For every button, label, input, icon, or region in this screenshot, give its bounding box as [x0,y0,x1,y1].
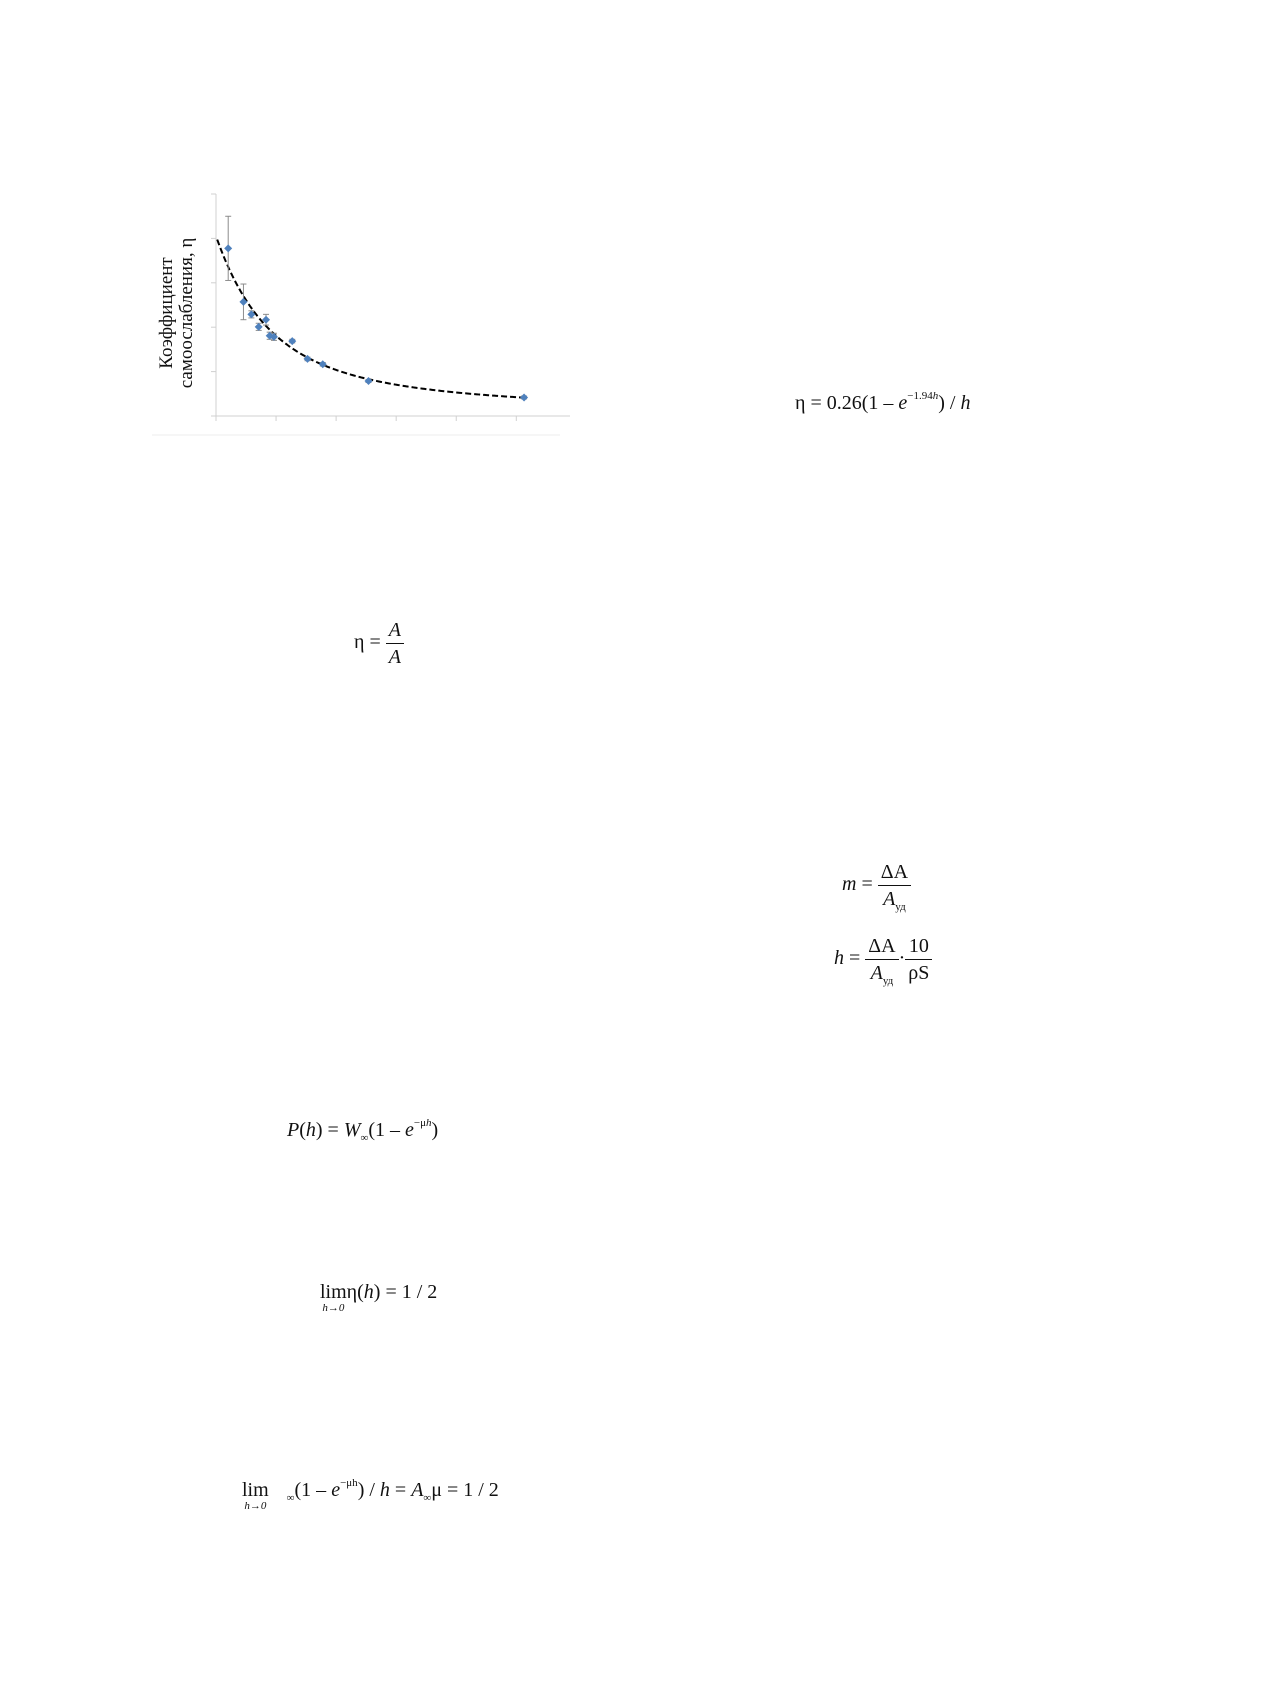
limit-eta-under: h→0 [322,1302,345,1314]
power-exp-var: h [426,1117,432,1129]
eta-fit-lhs: η = 0.26(1 – [795,392,899,414]
eta-ratio-den: A [388,646,401,668]
y-axis-label-line2: самоослабления, η [176,237,197,389]
eta-ratio-lhs: η = [354,631,381,654]
eta-fit-exp [907,390,938,402]
power-h: h [305,1119,316,1141]
limit-full-under: h→0 [244,1500,267,1512]
formula-limit-full [242,1477,499,1512]
limit-full-h: h [379,1479,390,1501]
limit-eta-lim: lim [320,1281,347,1303]
power-exp-num: −μ [413,1117,427,1129]
formula-thickness [834,935,932,987]
mass-eq: = [856,873,873,896]
power-W: W [343,1119,361,1141]
limit-full-A-sub: ∞ [423,1492,432,1504]
eta-fit-exp-var: h [932,390,939,402]
formula-mass [842,861,911,913]
power-W-sub: ∞ [360,1132,369,1144]
mass-fraction [878,861,911,913]
mass-den [878,886,911,913]
y-axis-label-group [156,238,197,389]
limit-full-rest: ) / [357,1479,380,1501]
thickness-num1: ΔA [865,936,898,960]
thickness-num2: 10 [905,936,932,960]
eta-ratio-num: A [386,620,404,644]
thickness-den1 [865,960,898,987]
limit-full-exp: −μh [340,1477,358,1489]
formula-eta-fit [795,390,971,414]
power-open: ( [299,1119,306,1141]
limit-eta-h: h [363,1281,374,1303]
chart-background [150,188,570,438]
formula-eta-ratio [354,620,404,667]
limit-full-operator [242,1480,269,1512]
thickness-den1-sub: уд [882,975,894,987]
thickness-lhs: h [834,947,844,970]
y-axis-label-line1: Коэффициент [156,257,177,369]
thickness-fraction-2 [905,936,932,983]
eta-fit-h: h [960,392,971,414]
power-close: ) = [315,1119,344,1141]
power-end: ) [431,1119,439,1141]
limit-eta-operator [320,1282,347,1314]
mass-num: ΔA [878,862,911,886]
thickness-dot: · [898,947,906,970]
thickness-den1-main: A [870,962,883,984]
power-rest: (1 – [368,1119,406,1141]
mass-den-main: A [883,888,896,910]
limit-full-e: e [331,1479,341,1501]
eta-fit-exp-num: −1.94 [907,390,933,402]
eta-fit-e: e [898,392,908,414]
limit-eta-body: η( [346,1281,364,1303]
limit-full-A: A [411,1479,424,1501]
eta-fit-rhs: ) / [938,392,961,414]
formula-limit-eta [320,1282,437,1314]
limit-eta-rest: ) = 1 / 2 [373,1281,438,1303]
limit-full-eq: = [389,1479,412,1501]
eta-ratio-fraction [386,620,404,667]
power-P: P [287,1119,300,1141]
limit-full-body: (1 – [294,1479,332,1501]
self-attenuation-chart [150,188,570,438]
power-e: e [405,1119,414,1141]
mass-lhs: m [842,873,857,896]
limit-full-lim: lim [242,1479,269,1501]
mass-den-sub: уд [895,901,906,913]
thickness-den2: ρS [908,962,930,984]
formula-power [287,1117,439,1144]
thickness-eq: = [844,947,861,970]
thickness-fraction-1 [865,935,898,987]
power-exp [414,1117,432,1129]
limit-full-inf: ∞ [286,1492,295,1504]
limit-full-mu: μ = 1 / 2 [431,1479,499,1501]
